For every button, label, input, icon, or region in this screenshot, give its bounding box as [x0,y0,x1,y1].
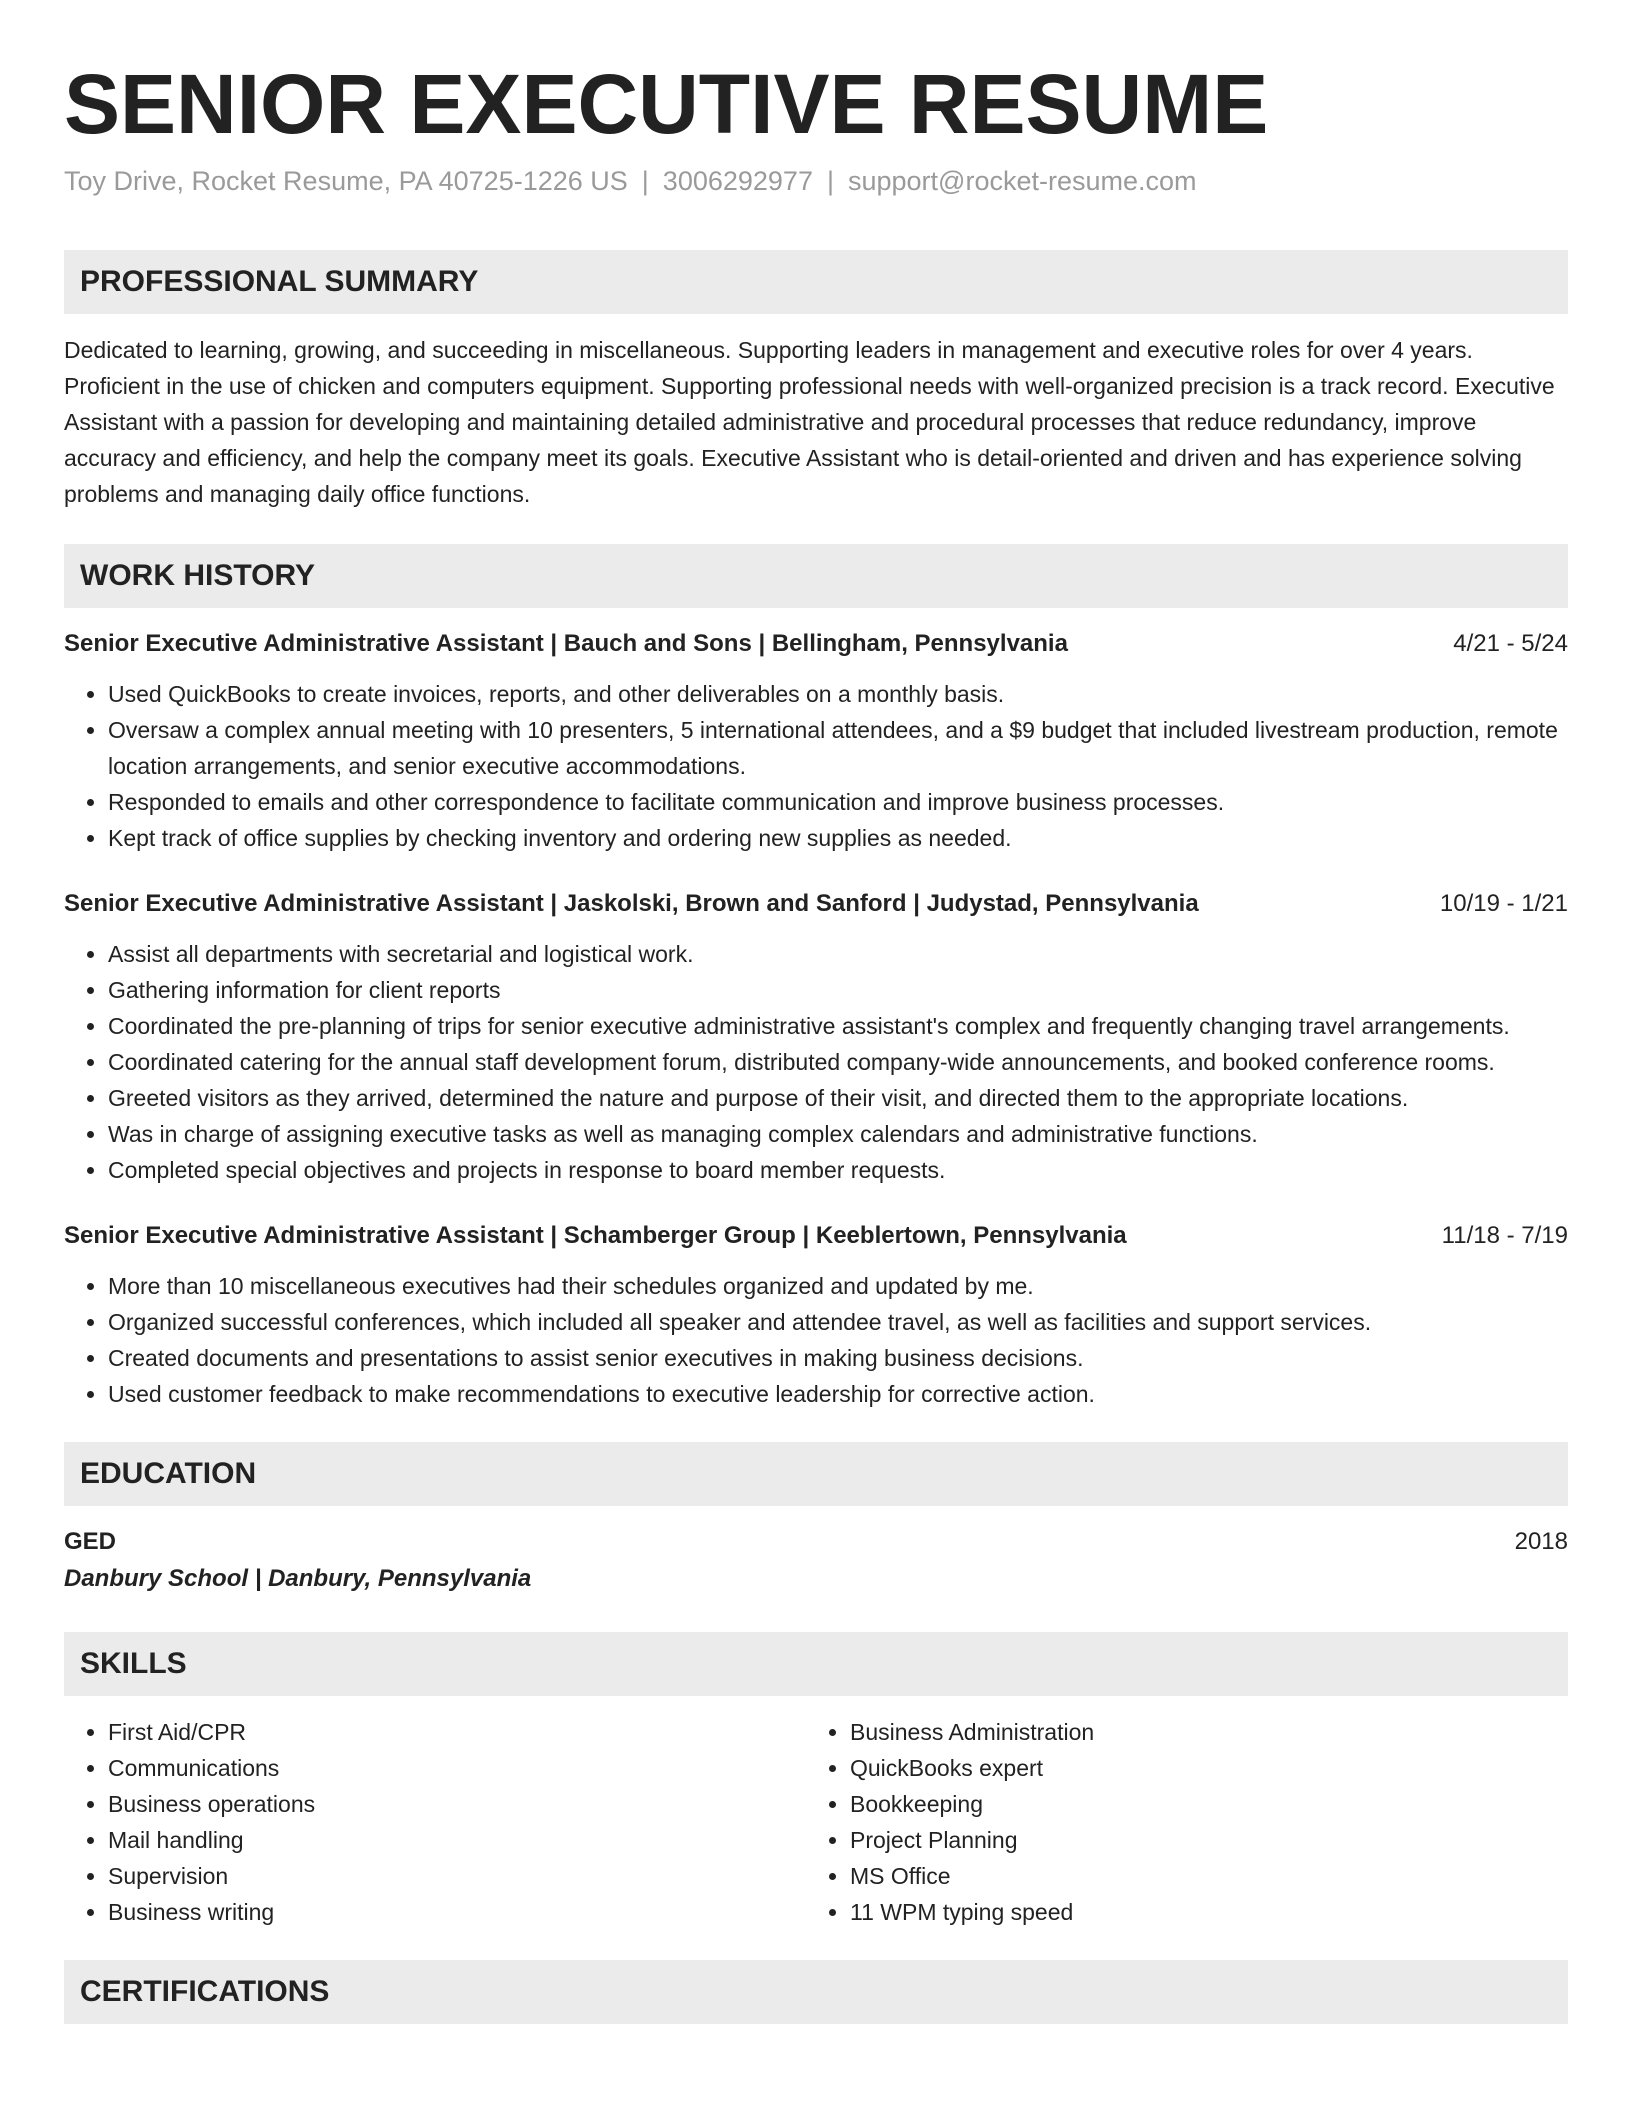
job-entry [64,886,1568,1188]
section-header-summary: PROFESSIONAL SUMMARY [64,250,1568,314]
job-header [64,626,1568,662]
skill-item: • Bookkeeping [850,1786,1548,1822]
job-bullet: • Kept track of office supplies by checking inventory and ordering new supplies as needed. [108,820,1568,856]
job-bullets [64,676,1568,856]
job-bullet: • Greeted visitors as they arrived, determined the nature and purpose of their visit, and directed them to the appropriate locations. [108,1080,1568,1116]
skill-item: • Business Administration [850,1714,1548,1750]
resume-title: SENIOR EXECUTIVE RESUME [64,57,1269,151]
contact-line [64,164,1568,198]
job-bullets [64,936,1568,1188]
job-bullets [64,1268,1568,1412]
skills-list [64,1714,806,1930]
job-dates: 11/18 - 7/19 [1441,1222,1568,1249]
job-dates: 4/21 - 5/24 [1453,630,1568,657]
job-title: Senior Executive Administrative Assistant | Bauch and Sons | Bellingham, Pennsylvania [64,630,1068,657]
job-entry [64,1218,1568,1412]
job-entry [64,626,1568,856]
section-header-work-history: WORK HISTORY [64,544,1568,608]
job-header [64,1218,1568,1254]
section-header-skills: SKILLS [64,1632,1568,1696]
job-bullet: • More than 10 miscellaneous executives had their schedules organized and updated by me. [108,1268,1568,1304]
job-bullet: • Gathering information for client reports [108,972,1568,1008]
job-bullet: • Organized successful conferences, which included all speaker and attendee travel, as well as facilities and support services. [108,1304,1568,1340]
job-bullet: • Coordinated the pre-planning of trips for senior executive administrative assistant's complex and frequently changing travel arrangements. [108,1008,1568,1044]
job-bullet: • Coordinated catering for the annual staff development forum, distributed company-wide announcements, and booked conference rooms. [108,1044,1568,1080]
education-degree: GED [64,1528,117,1555]
job-bullet: • Completed special objectives and projects in response to board member requests. [108,1152,1568,1188]
skill-item: • Project Planning [850,1822,1548,1858]
section-header-education: EDUCATION [64,1442,1568,1506]
skill-item: • QuickBooks expert [850,1750,1548,1786]
contact-separator: | [826,166,834,196]
skill-item: • Communications [108,1750,806,1786]
job-bullet: • Responded to emails and other correspondence to facilitate communication and improve business processes. [108,784,1568,820]
skills-column-left [64,1714,806,1930]
skills-grid [64,1714,1568,1930]
skill-item: • Business operations [108,1786,806,1822]
skill-item: • Business writing [108,1894,806,1930]
job-bullet: • Oversaw a complex annual meeting with 10 presenters, 5 international attendees, and a $9 budget that included livestream production, remote location arrangements, and senior executive accommodations. [108,712,1568,784]
contact-phone: 3006292977 [662,166,813,196]
summary-text: Dedicated to learning, growing, and succeeding in miscellaneous. Supporting leaders in management and executive roles for over 4 years. Proficient in the use of chicken and computers equipment. Supporting professional needs with well-organized precision is a track record. Executive Assistant with a passion for developing and maintaining detailed administrative and procedural processes that reduce redundancy, improve accuracy and efficiency, and help the company meet its goals. Executive Assistant who is detail-oriented and driven and has experience solving problems and managing daily office functions. [64,337,1555,507]
job-bullet: • Was in charge of assigning executive tasks as well as managing complex calendars and administrative functions. [108,1116,1568,1152]
job-header [64,886,1568,922]
job-bullet: • Used customer feedback to make recommendations to executive leadership for corrective action. [108,1376,1568,1412]
section-header-certifications: CERTIFICATIONS [64,1960,1568,2024]
skill-item: • 11 WPM typing speed [850,1894,1548,1930]
job-title: Senior Executive Administrative Assistant | Jaskolski, Brown and Sanford | Judystad, Pennsylvania [64,890,1199,917]
education-year: 2018 [1514,1528,1568,1555]
contact-email: support@rocket-resume.com [847,166,1197,196]
skills-list [806,1714,1548,1930]
skill-item: • Mail handling [108,1822,806,1858]
job-bullet: • Assist all departments with secretarial and logistical work. [108,936,1568,972]
job-bullet: • Created documents and presentations to assist senior executives in making business decisions. [108,1340,1568,1376]
education-header [64,1524,1568,1560]
skills-column-right [806,1714,1548,1930]
job-dates: 10/19 - 1/21 [1439,890,1568,917]
skill-item: • Supervision [108,1858,806,1894]
education-school: Danbury School | Danbury, Pennsylvania [64,1565,532,1592]
contact-address: Toy Drive, Rocket Resume, PA 40725-1226 US [64,166,628,196]
job-bullet: • Used QuickBooks to create invoices, reports, and other deliverables on a monthly basis. [108,676,1568,712]
contact-separator: | [641,166,649,196]
skill-item: • MS Office [850,1858,1548,1894]
job-title: Senior Executive Administrative Assistant | Schamberger Group | Keeblertown, Pennsylvania [64,1222,1127,1249]
skill-item: • First Aid/CPR [108,1714,806,1750]
